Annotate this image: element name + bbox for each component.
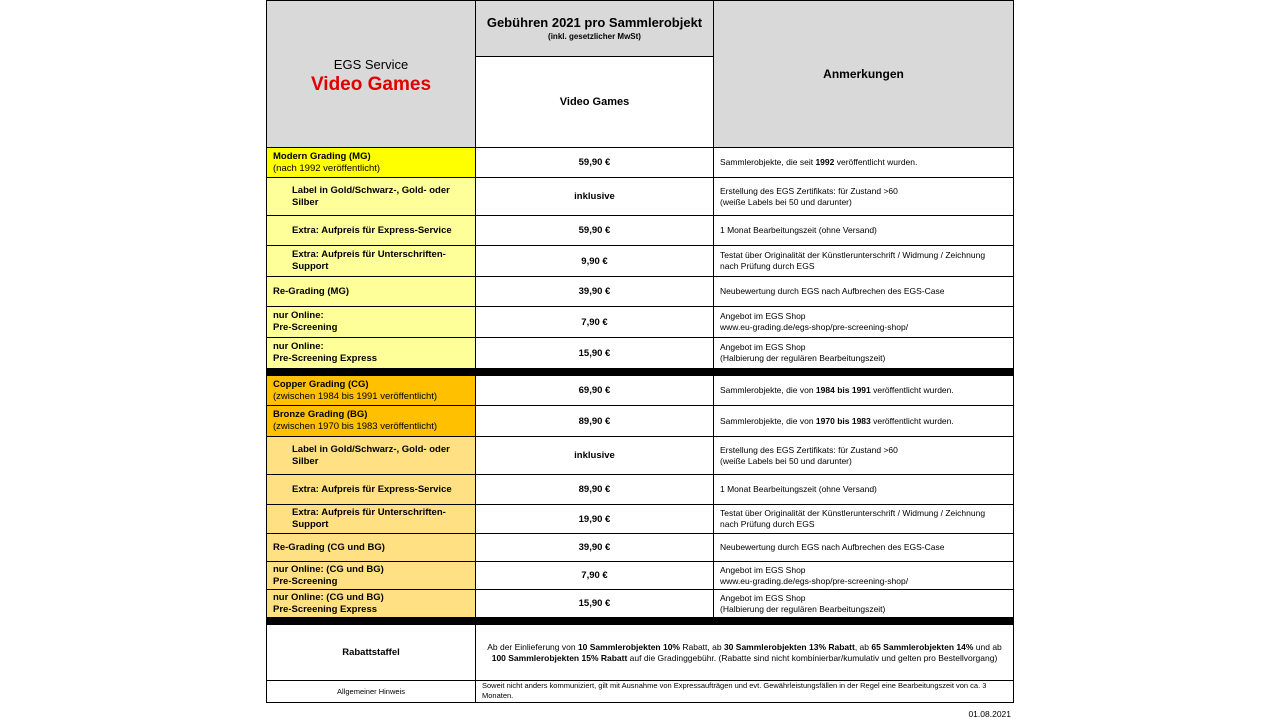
row-name: Re-Grading (MG) [267, 277, 476, 307]
fee-title: Gebühren 2021 pro Sammlerobjekt [486, 15, 703, 30]
row-price: 7,90 € [476, 562, 714, 590]
row-name: Re-Grading (CG und BG) [267, 534, 476, 562]
table-row [267, 277, 1014, 307]
row-name: Copper Grading (CG) (zwischen 1984 bis 1991 veröffentlicht) [267, 376, 476, 406]
row-note: Erstellung des EGS Zertifikats: für Zustand >60 (weiße Labels bei 50 und darunter) [714, 178, 1014, 216]
row-price: 15,90 € [476, 338, 714, 369]
service-category: Video Games [310, 73, 432, 95]
row-note: Sammlerobjekte, die seit 1992 veröffentlicht wurden. [714, 148, 1014, 178]
row-name: Extra: Aufpreis für Unterschriften-Support [267, 505, 476, 534]
row-name: Label in Gold/Schwarz-, Gold- oder Silber [267, 178, 476, 216]
row-price: 59,90 € [476, 148, 714, 178]
hint-label: Allgemeiner Hinweis [267, 681, 476, 703]
row-name: Bronze Grading (BG) (zwischen 1970 bis 1983 veröffentlicht) [267, 406, 476, 437]
row-name: Extra: Aufpreis für Express-Service [267, 216, 476, 246]
table-row [267, 406, 1014, 437]
row-name: nur Online: Pre-Screening Express [267, 338, 476, 369]
row-price: inklusive [476, 178, 714, 216]
table-row [267, 437, 1014, 475]
row-price: 39,90 € [476, 534, 714, 562]
header-row [267, 1, 1014, 57]
fee-header [476, 1, 714, 57]
table-row [267, 505, 1014, 534]
table-row [267, 216, 1014, 246]
table-row [267, 178, 1014, 216]
notes-header: Anmerkungen [714, 1, 1014, 148]
table-row [267, 376, 1014, 406]
row-note: Testat über Originalität der Künstlerunterschrift / Widmung / Zeichnung nach Prüfung durch EGS [714, 246, 1014, 277]
row-name: nur Online: Pre-Screening [267, 307, 476, 338]
table-row [267, 246, 1014, 277]
row-name: nur Online: (CG und BG) Pre-Screening Express [267, 590, 476, 618]
row-price: 89,90 € [476, 406, 714, 437]
discount-text: Ab der Einlieferung von 10 Sammlerobjekten 10% Rabatt, ab 30 Sammlerobjekten 13% Rabatt, ab 65 Sammlerobjekten 14% und ab 100 Sammlerobjekten 15% Rabatt auf die Gradinggebühr. (Rabatte sind nicht kombinierbar/kumulativ und gelten pro Bestellvorgang) [476, 625, 1014, 681]
row-price: 19,90 € [476, 505, 714, 534]
row-price: 69,90 € [476, 376, 714, 406]
row-price: 89,90 € [476, 475, 714, 505]
service-title: EGS Service [333, 56, 409, 72]
row-price: 9,90 € [476, 246, 714, 277]
row-name: Extra: Aufpreis für Unterschriften-Support [267, 246, 476, 277]
fee-subtitle: (inkl. gesetzlicher MwSt) [548, 32, 641, 41]
table-row [267, 534, 1014, 562]
row-name: Modern Grading (MG) (nach 1992 veröffentlicht) [267, 148, 476, 178]
row-price: 7,90 € [476, 307, 714, 338]
row-note: Neubewertung durch EGS nach Aufbrechen des EGS-Case [714, 534, 1014, 562]
row-note: Angebot im EGS Shop www.eu-grading.de/egs-shop/pre-screening-shop/ [714, 307, 1014, 338]
section-divider [267, 618, 1014, 625]
row-note: 1 Monat Bearbeitungszeit (ohne Versand) [714, 216, 1014, 246]
table-row [267, 338, 1014, 369]
row-name: Label in Gold/Schwarz-, Gold- oder Silber [267, 437, 476, 475]
hint-row [267, 681, 1014, 703]
section-divider [267, 369, 1014, 376]
row-price: 39,90 € [476, 277, 714, 307]
row-note: Erstellung des EGS Zertifikats: für Zustand >60 (weiße Labels bei 50 und darunter) [714, 437, 1014, 475]
row-note: Angebot im EGS Shop (Halbierung der regulären Bearbeitungszeit) [714, 338, 1014, 369]
fee-sheet [266, 0, 1013, 720]
row-note: Sammlerobjekte, die von 1970 bis 1983 veröffentlicht wurden. [714, 406, 1014, 437]
table-row [267, 475, 1014, 505]
row-note: Testat über Originalität der Künstlerunterschrift / Widmung / Zeichnung nach Prüfung durch EGS [714, 505, 1014, 534]
row-note: Angebot im EGS Shop www.eu-grading.de/egs-shop/pre-screening-shop/ [714, 562, 1014, 590]
table-row [267, 307, 1014, 338]
row-note: Angebot im EGS Shop (Halbierung der regulären Bearbeitungszeit) [714, 590, 1014, 618]
row-name: Extra: Aufpreis für Express-Service [267, 475, 476, 505]
row-price: inklusive [476, 437, 714, 475]
footer-date: 01.08.2021 [968, 709, 1011, 719]
discount-row [267, 625, 1014, 681]
table-row [267, 148, 1014, 178]
row-price: 59,90 € [476, 216, 714, 246]
service-header [267, 1, 476, 148]
row-note: Neubewertung durch EGS nach Aufbrechen des EGS-Case [714, 277, 1014, 307]
discount-label: Rabattstaffel [267, 625, 476, 681]
row-note: Sammlerobjekte, die von 1984 bis 1991 veröffentlicht wurden. [714, 376, 1014, 406]
row-note: 1 Monat Bearbeitungszeit (ohne Versand) [714, 475, 1014, 505]
table-row [267, 562, 1014, 590]
row-price: 15,90 € [476, 590, 714, 618]
row-name: nur Online: (CG und BG) Pre-Screening [267, 562, 476, 590]
video-games-column-header: Video Games [476, 57, 714, 148]
hint-text: Soweit nicht anders kommuniziert, gilt mit Ausnahme von Expressaufträgen und evt. Gewährleistungsfällen in der Regel eine Bearbeitungszeit von ca. 3 Monaten. [476, 681, 1014, 703]
table-row [267, 590, 1014, 618]
fee-table [266, 0, 1014, 703]
